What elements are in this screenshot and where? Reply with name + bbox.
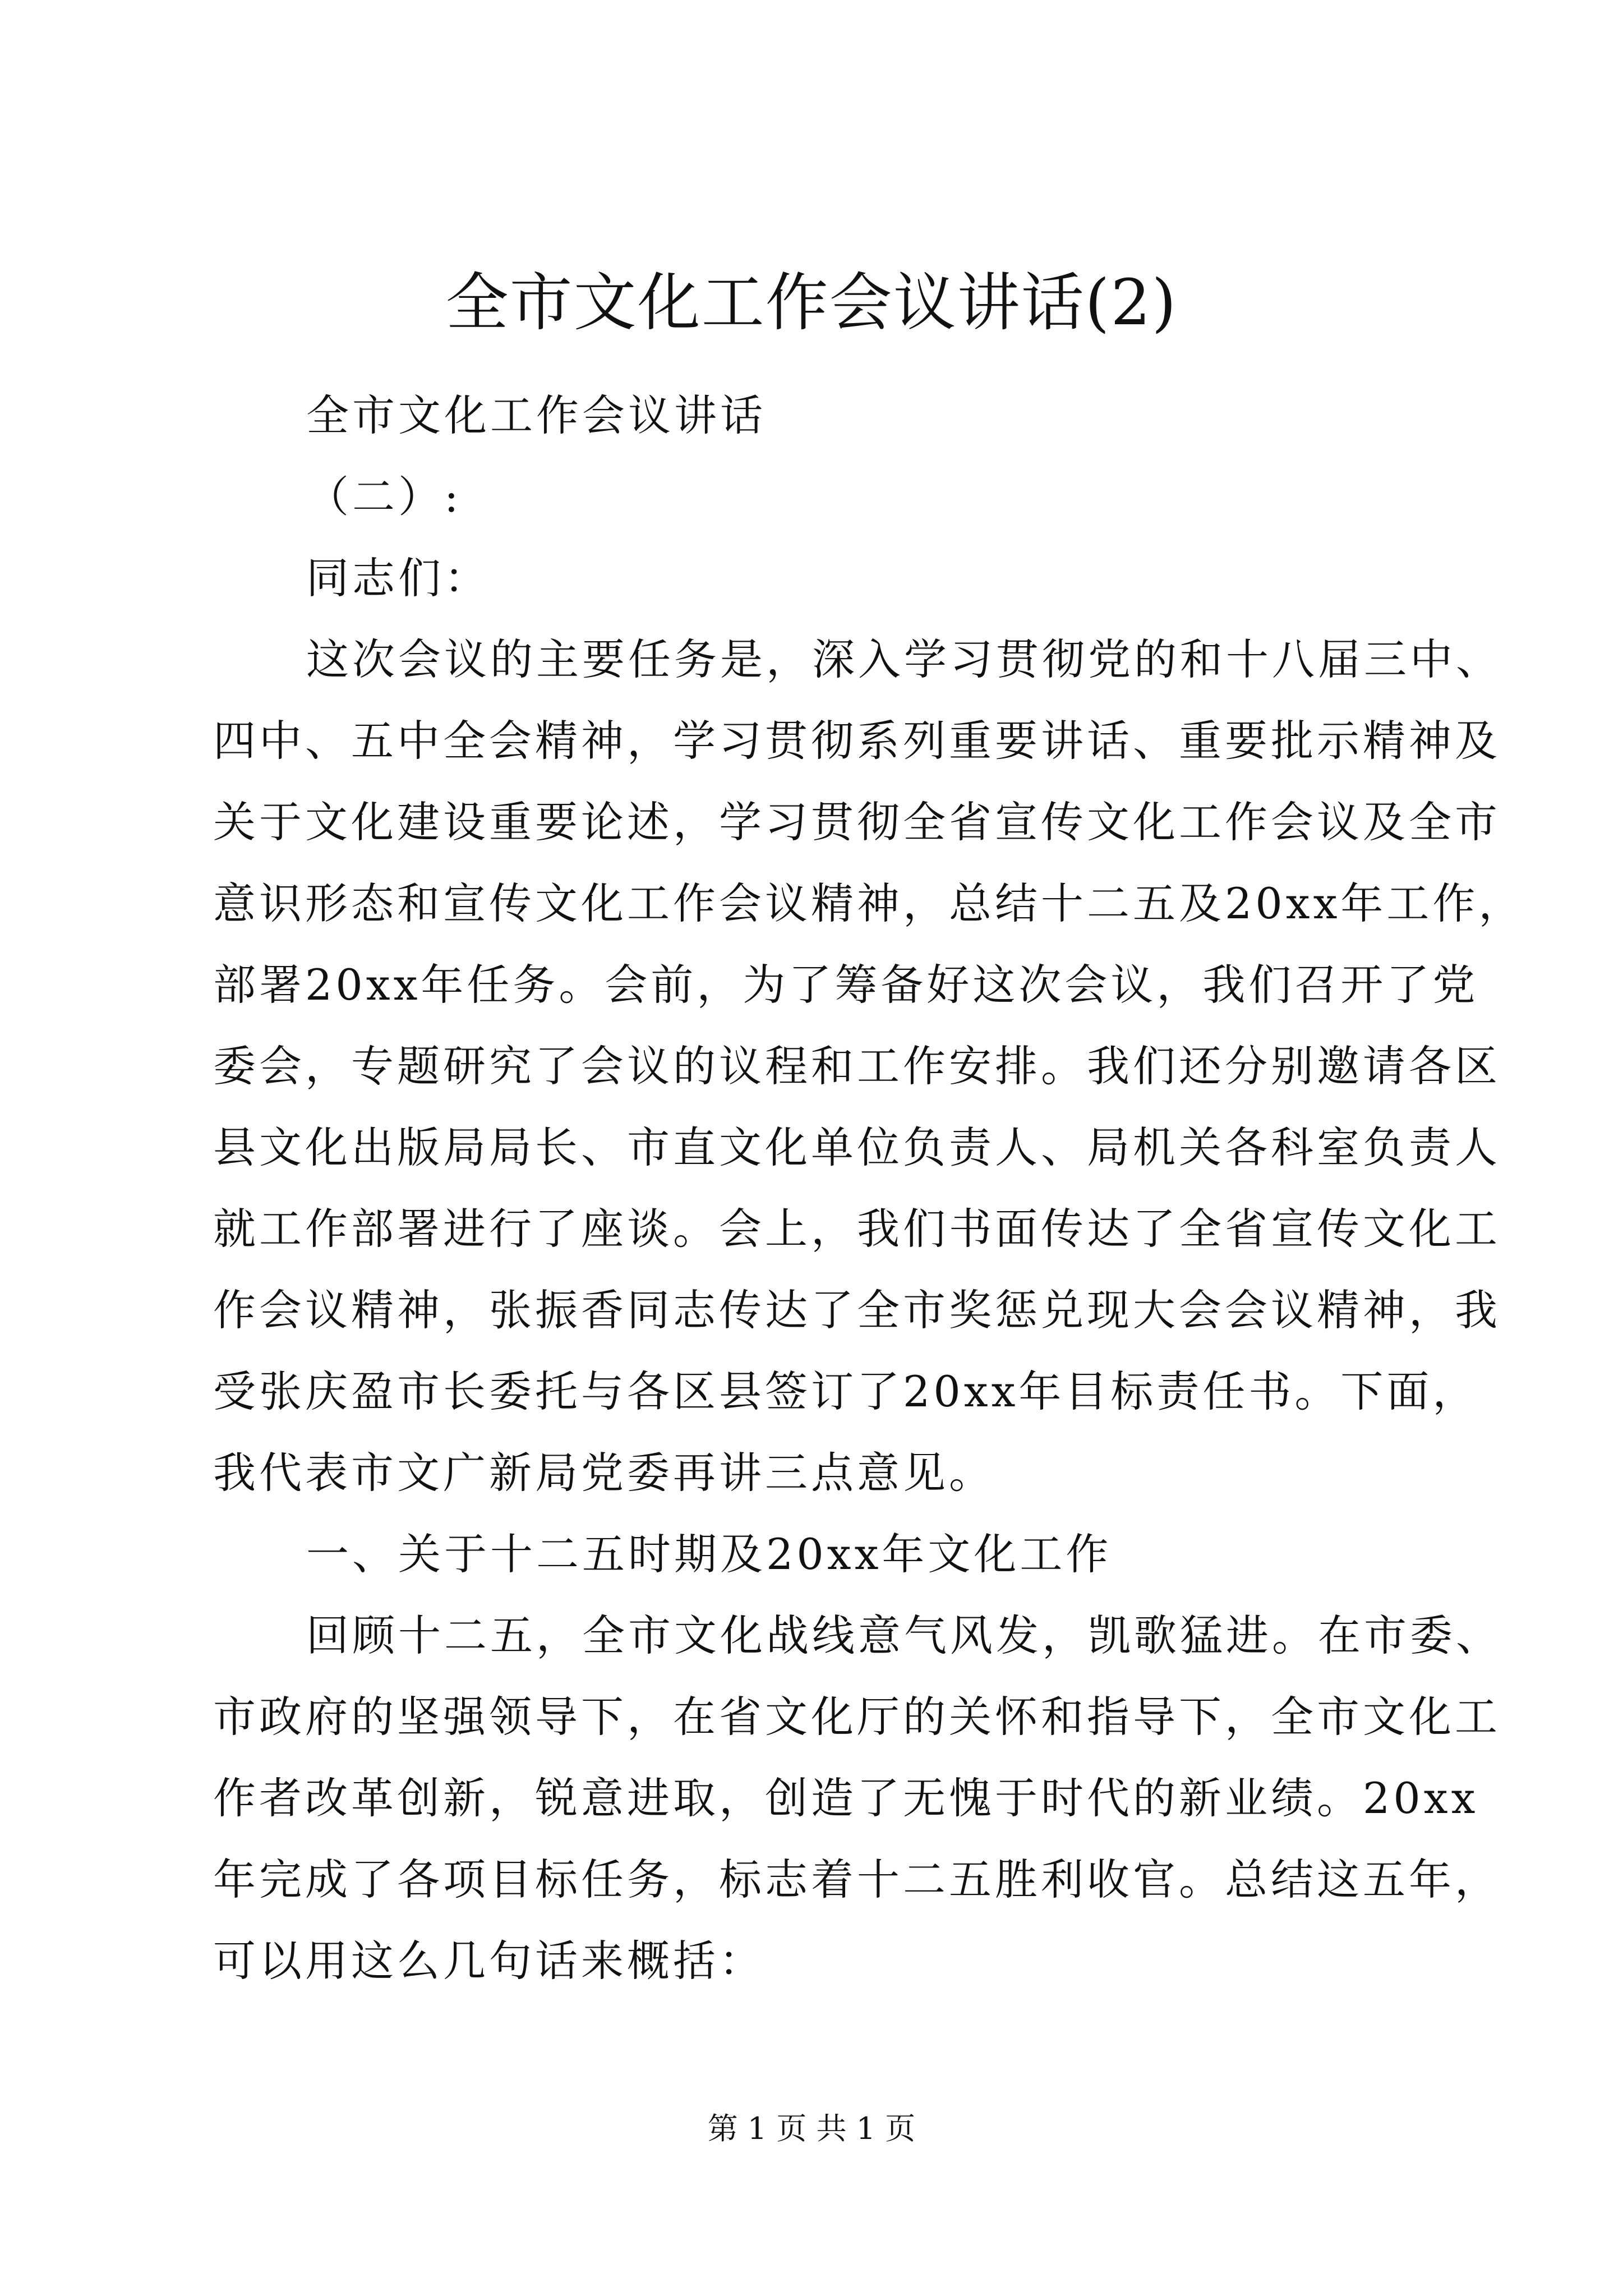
paragraph-line: 关于文化建设重要论述，学习贯彻全省宣传文化工作会议及全市 xyxy=(213,797,1501,847)
paragraph-line: 就工作部署进行了座谈。会上，我们书面传达了全省宣传文化工 xyxy=(213,1204,1501,1254)
document-body xyxy=(213,375,1525,2001)
paragraph-line: 县文化出版局局长、市直文化单位负责人、局机关各科室负责人 xyxy=(213,1122,1501,1172)
paragraph-line: 受张庆盈市长委托与各区县签订了20xx年目标责任书。下面， xyxy=(213,1366,1479,1416)
paragraph-line: 作会议精神，张振香同志传达了全市奖惩兑现大会会议精神，我 xyxy=(213,1285,1501,1335)
paragraph-line: 年完成了各项目标任务，标志着十二五胜利收官。总结这五年， xyxy=(213,1855,1501,1904)
paragraph-line: 同志们： xyxy=(306,553,490,603)
paragraph-line: 这次会议的主要任务是，深入学习贯彻党的和十八届三中、 xyxy=(306,634,1502,684)
section-heading: 一、关于十二五时期及20xx年文化工作 xyxy=(306,1529,1112,1579)
paragraph-line: 市政府的坚强领导下，在省文化厅的关怀和指导下，全市文化工 xyxy=(213,1692,1501,1742)
page-footer: 第 1 页 共 1 页 xyxy=(707,2111,916,2146)
paragraph-line: 全市文化工作会议讲话 xyxy=(306,390,766,440)
paragraph-line: 回顾十二五，全市文化战线意气风发，凯歌猛进。在市委、 xyxy=(306,1611,1502,1660)
paragraph-line: 意识形态和宣传文化工作会议精神，总结十二五及20xx年工作， xyxy=(213,878,1525,928)
document-title: 全市文化工作会议讲话(2) xyxy=(445,266,1178,339)
paragraph-line: 可以用这么几句话来概括： xyxy=(213,1936,765,1986)
paragraph-line: 我代表市文广新局党委再讲三点意见。 xyxy=(213,1448,995,1498)
paragraph-line: （二）: xyxy=(306,472,462,522)
paragraph-line: 部署20xx年任务。会前，为了筹备好这次会议，我们召开了党 xyxy=(213,960,1479,1010)
paragraph-line: 四中、五中全会精神，学习贯彻系列重要讲话、重要批示精神及 xyxy=(213,716,1501,766)
paragraph-line: 委会，专题研究了会议的议程和工作安排。我们还分别邀请各区 xyxy=(213,1041,1501,1091)
paragraph-line: 作者改革创新，锐意进取，创造了无愧于时代的新业绩。20xx xyxy=(213,1773,1479,1823)
